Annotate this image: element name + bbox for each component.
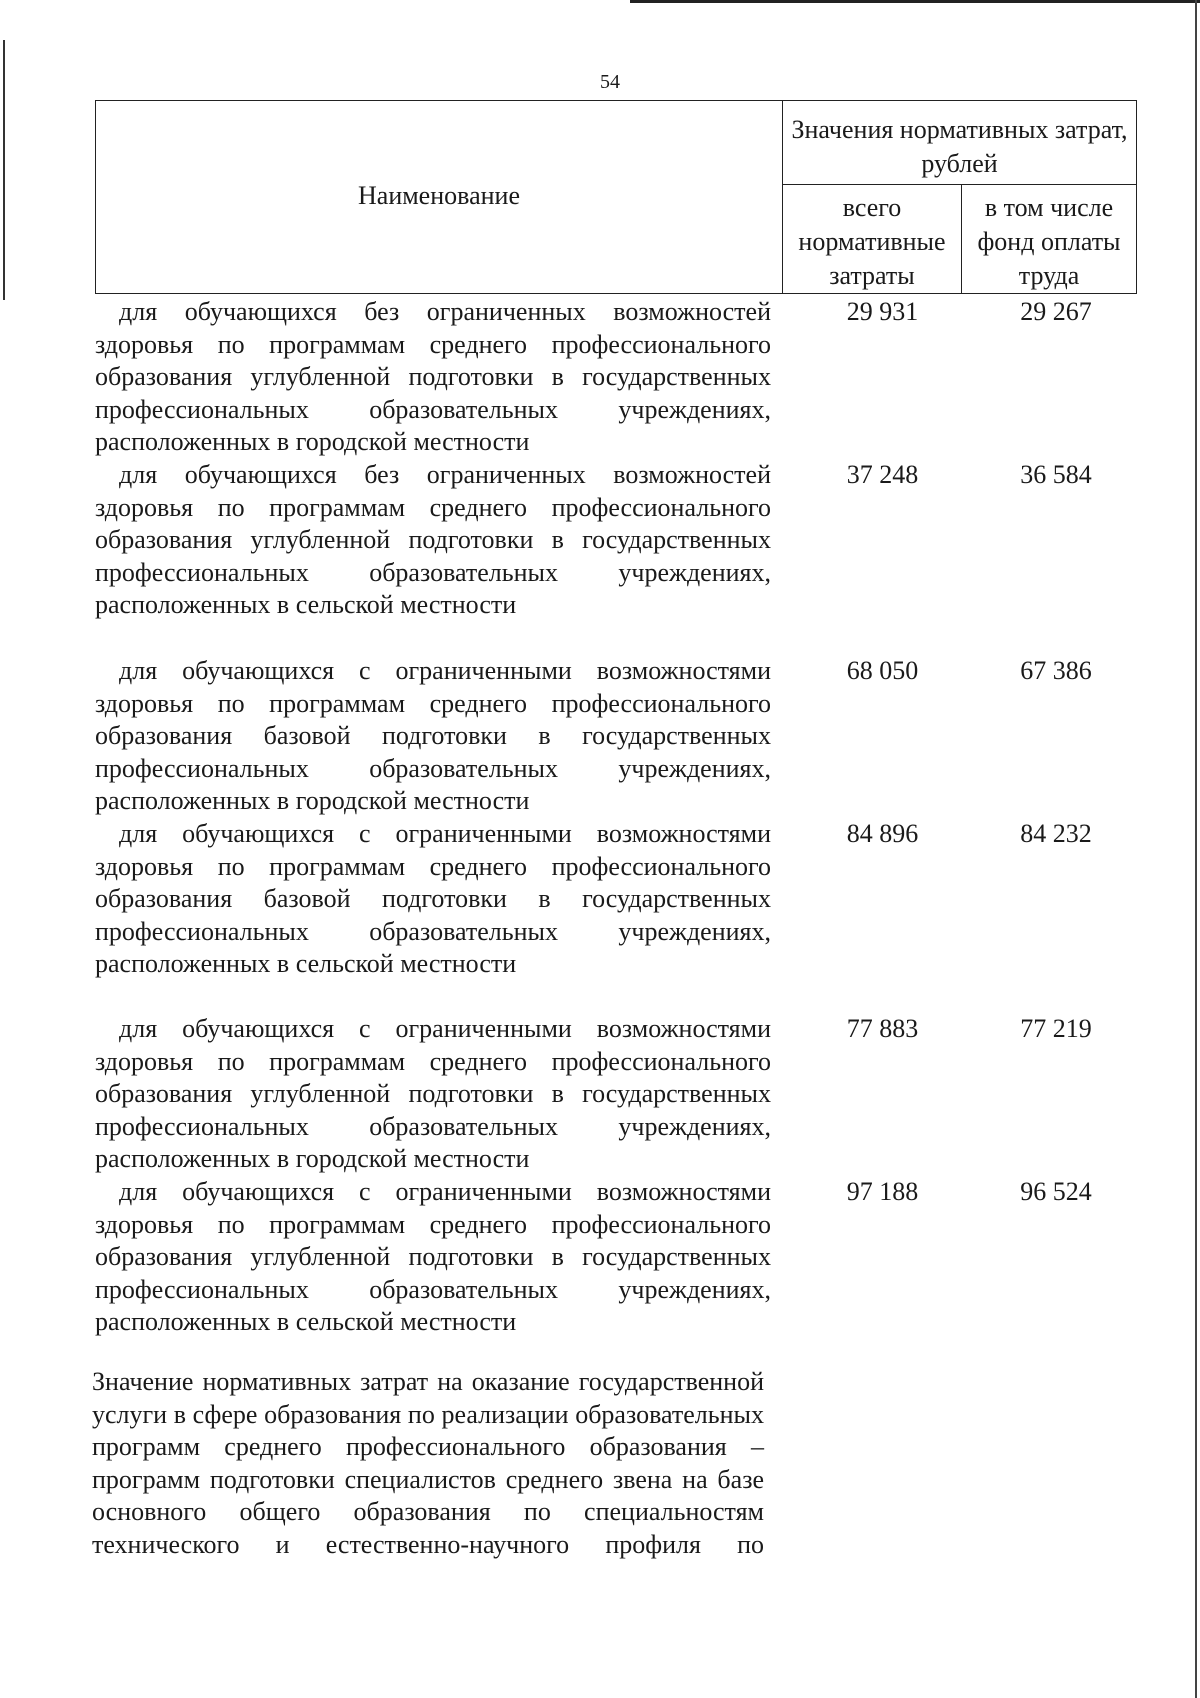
row-payroll-value: 36 584 [1020, 460, 1092, 489]
page-number: 54 [600, 71, 620, 93]
row-total-value: 77 883 [846, 1014, 919, 1043]
row-total-value: 29 931 [846, 297, 919, 326]
right-border-line [1195, 0, 1197, 1698]
left-border-line [3, 40, 5, 300]
row-payroll-value: 67 386 [1020, 656, 1092, 685]
row-description: для обучающихся с ограниченными возможностями здоровья по программам среднего профессионального образования углубленной подготовки в государственных профессиональных образовательных учреждениях, расположенных в городской местности [95, 1014, 771, 1173]
row-total-value: 84 896 [846, 819, 919, 848]
table-header [95, 100, 1137, 294]
row-description: для обучающихся с ограниченными возможностями здоровья по программам среднего профессионального образования базовой подготовки в государственных профессиональных образовательных учреждениях, расположенных в сельской местности [95, 819, 771, 978]
row-description: для обучающихся без ограниченных возможностей здоровья по программам среднего профессионального образования углубленной подготовки в государственных профессиональных образовательных учреждениях, расположенных в сельской местности [95, 460, 771, 619]
header-total-label: всего нормативные затраты [783, 185, 962, 293]
top-border-line [630, 0, 1200, 3]
row-payroll-value: 96 524 [1020, 1177, 1092, 1206]
header-payroll-label: в том числе фонд оплаты труда [977, 193, 1121, 290]
header-name-cell [96, 101, 783, 293]
header-group-label: Значения нормативных затрат, рублей [783, 101, 1136, 185]
row-description: для обучающихся с ограниченными возможностями здоровья по программам среднего профессионального образования углубленной подготовки в государственных профессиональных образовательных учреждениях, расположенных в сельской местности [95, 1177, 771, 1336]
row-total-value: 68 050 [846, 656, 919, 685]
header-name-label: Наименование [358, 181, 520, 210]
row-description: для обучающихся с ограниченными возможностями здоровья по программам среднего профессионального образования базовой подготовки в государственных профессиональных образовательных учреждениях, расположенных в городской местности [95, 656, 771, 815]
row-total-value: 37 248 [846, 460, 919, 489]
row-total-value: 97 188 [846, 1177, 919, 1206]
row-payroll-value: 29 267 [1020, 297, 1092, 326]
row-payroll-value: 84 232 [1020, 819, 1092, 848]
final-paragraph: Значение нормативных затрат на оказание государственной услуги в сфере образования по реализации образовательных программ среднего профессионального образования – программ подготовки специалистов среднего звена на базе основного общего образования по специальностям технического и естественно-научного профиля по [92, 1367, 764, 1559]
row-description: для обучающихся без ограниченных возможностей здоровья по программам среднего профессионального образования углубленной подготовки в государственных профессиональных образовательных учреждениях, расположенных в городской местности [95, 297, 771, 456]
row-payroll-value: 77 219 [1020, 1014, 1092, 1043]
